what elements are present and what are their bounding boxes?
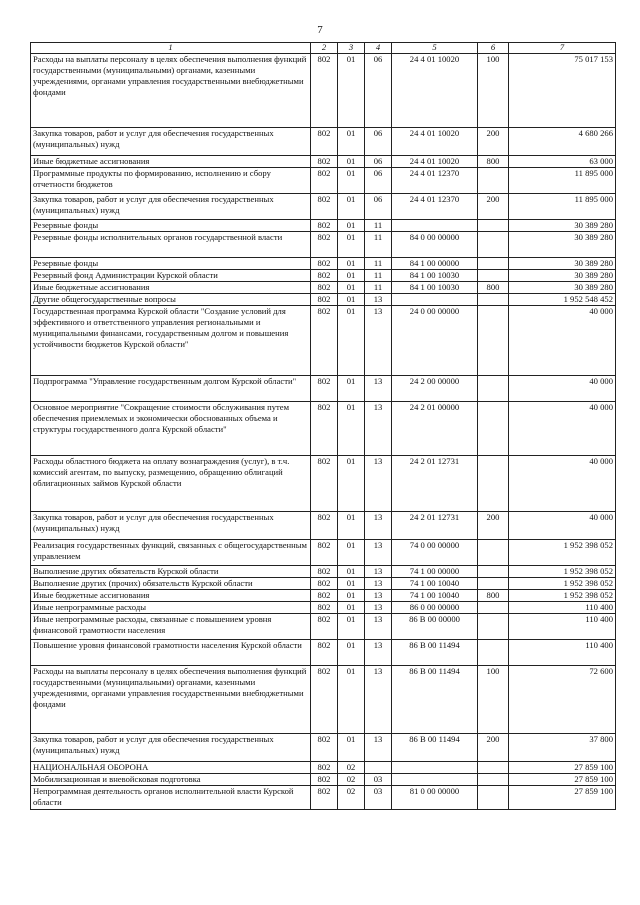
row-section-cell: 01 bbox=[338, 590, 365, 602]
row-target-article-cell: 74 0 00 00000 bbox=[392, 540, 478, 566]
row-expense-type-cell: 200 bbox=[478, 194, 509, 220]
row-subsection-cell: 13 bbox=[365, 614, 392, 640]
row-section-cell: 01 bbox=[338, 282, 365, 294]
row-expense-type-cell bbox=[478, 270, 509, 282]
table-row bbox=[31, 294, 616, 306]
row-subsection-cell: 13 bbox=[365, 402, 392, 456]
row-amount-cell: 1 952 398 052 bbox=[509, 540, 616, 566]
row-target-article-cell: 84 1 00 10030 bbox=[392, 270, 478, 282]
row-target-article-cell bbox=[392, 762, 478, 774]
row-target-article-cell: 24 4 01 10020 bbox=[392, 156, 478, 168]
row-grbs-cell: 802 bbox=[311, 666, 338, 734]
row-subsection-cell: 03 bbox=[365, 786, 392, 810]
row-section-cell: 01 bbox=[338, 614, 365, 640]
row-expense-type-cell bbox=[478, 294, 509, 306]
row-subsection-cell: 06 bbox=[365, 128, 392, 156]
row-target-article-cell bbox=[392, 294, 478, 306]
row-target-article-cell bbox=[392, 774, 478, 786]
table-row bbox=[31, 456, 616, 512]
column-number: 5 bbox=[392, 43, 478, 54]
row-target-article-cell: 86 В 00 11494 bbox=[392, 666, 478, 734]
row-section-cell: 01 bbox=[338, 232, 365, 258]
row-subsection-cell: 13 bbox=[365, 602, 392, 614]
row-subsection-cell: 06 bbox=[365, 54, 392, 128]
row-expense-type-cell bbox=[478, 566, 509, 578]
row-target-article-cell: 24 2 01 00000 bbox=[392, 402, 478, 456]
row-subsection-cell: 13 bbox=[365, 456, 392, 512]
table-row bbox=[31, 590, 616, 602]
row-subsection-cell: 06 bbox=[365, 156, 392, 168]
row-section-cell: 01 bbox=[338, 578, 365, 590]
row-grbs-cell: 802 bbox=[311, 282, 338, 294]
row-target-article-cell: 24 4 01 12370 bbox=[392, 194, 478, 220]
row-name-cell: Выполнение других обязательств Курской области bbox=[31, 566, 311, 578]
row-section-cell: 01 bbox=[338, 566, 365, 578]
row-section-cell: 01 bbox=[338, 168, 365, 194]
row-amount-cell: 27 859 100 bbox=[509, 774, 616, 786]
row-name-cell: Иные непрограммные расходы bbox=[31, 602, 311, 614]
row-grbs-cell: 802 bbox=[311, 156, 338, 168]
row-amount-cell: 110 400 bbox=[509, 614, 616, 640]
row-grbs-cell: 802 bbox=[311, 640, 338, 666]
row-amount-cell: 30 389 280 bbox=[509, 282, 616, 294]
row-section-cell: 01 bbox=[338, 402, 365, 456]
row-subsection-cell: 11 bbox=[365, 282, 392, 294]
row-amount-cell: 72 600 bbox=[509, 666, 616, 734]
row-grbs-cell: 802 bbox=[311, 402, 338, 456]
column-number-row bbox=[31, 43, 616, 54]
row-subsection-cell: 13 bbox=[365, 640, 392, 666]
row-target-article-cell: 24 4 01 12370 bbox=[392, 168, 478, 194]
row-grbs-cell: 802 bbox=[311, 306, 338, 376]
row-expense-type-cell: 800 bbox=[478, 156, 509, 168]
row-expense-type-cell bbox=[478, 456, 509, 512]
table-row bbox=[31, 666, 616, 734]
row-grbs-cell: 802 bbox=[311, 614, 338, 640]
row-expense-type-cell bbox=[478, 602, 509, 614]
row-name-cell: НАЦИОНАЛЬНАЯ ОБОРОНА bbox=[31, 762, 311, 774]
row-amount-cell: 1 952 398 052 bbox=[509, 566, 616, 578]
row-grbs-cell: 802 bbox=[311, 270, 338, 282]
table-row bbox=[31, 762, 616, 774]
row-name-cell: Иные непрограммные расходы, связанные с повышением уровня финансовой грамотности населения bbox=[31, 614, 311, 640]
row-name-cell: Другие общегосударственные вопросы bbox=[31, 294, 311, 306]
row-name-cell: Резервные фонды bbox=[31, 258, 311, 270]
row-name-cell: Непрограммная деятельность органов исполнительной власти Курской области bbox=[31, 786, 311, 810]
row-subsection-cell: 11 bbox=[365, 232, 392, 258]
row-name-cell: Программные продукты по формированию, исполнению и сбору отчетности бюджетов bbox=[31, 168, 311, 194]
row-section-cell: 01 bbox=[338, 666, 365, 734]
row-target-article-cell: 86 0 00 00000 bbox=[392, 602, 478, 614]
row-expense-type-cell: 100 bbox=[478, 666, 509, 734]
row-section-cell: 01 bbox=[338, 220, 365, 232]
table-body bbox=[31, 54, 616, 810]
row-section-cell: 01 bbox=[338, 734, 365, 762]
row-target-article-cell: 84 0 00 00000 bbox=[392, 232, 478, 258]
row-grbs-cell: 802 bbox=[311, 786, 338, 810]
row-target-article-cell: 24 2 00 00000 bbox=[392, 376, 478, 402]
row-expense-type-cell bbox=[478, 786, 509, 810]
row-target-article-cell: 84 1 00 10030 bbox=[392, 282, 478, 294]
budget-table bbox=[30, 42, 616, 810]
row-target-article-cell: 74 1 00 00000 bbox=[392, 566, 478, 578]
row-section-cell: 01 bbox=[338, 456, 365, 512]
row-grbs-cell: 802 bbox=[311, 590, 338, 602]
row-subsection-cell: 13 bbox=[365, 566, 392, 578]
row-amount-cell: 30 389 280 bbox=[509, 270, 616, 282]
row-name-cell: Государственная программа Курской области "Создание условий для эффективного и ответственного управления региональными и муниципальными финансами, государственным долгом и повышения устойчивости бюджетов Курской области" bbox=[31, 306, 311, 376]
row-section-cell: 02 bbox=[338, 762, 365, 774]
column-number: 3 bbox=[338, 43, 365, 54]
table-row bbox=[31, 282, 616, 294]
row-amount-cell: 30 389 280 bbox=[509, 232, 616, 258]
row-amount-cell: 63 000 bbox=[509, 156, 616, 168]
row-name-cell: Расходы на выплаты персоналу в целях обеспечения выполнения функций государственными (муниципальными) органами, казенными учреждениями, органами управления государственными внебюджетными фондами bbox=[31, 666, 311, 734]
row-amount-cell: 27 859 100 bbox=[509, 786, 616, 810]
row-amount-cell: 1 952 548 452 bbox=[509, 294, 616, 306]
row-name-cell: Иные бюджетные ассигнования bbox=[31, 590, 311, 602]
row-subsection-cell: 11 bbox=[365, 220, 392, 232]
column-number: 7 bbox=[509, 43, 616, 54]
row-subsection-cell: 13 bbox=[365, 512, 392, 540]
table-row bbox=[31, 734, 616, 762]
row-name-cell: Резервные фонды bbox=[31, 220, 311, 232]
row-subsection-cell: 11 bbox=[365, 258, 392, 270]
row-section-cell: 01 bbox=[338, 128, 365, 156]
row-name-cell: Выполнение других (прочих) обязательств Курской области bbox=[31, 578, 311, 590]
table-row bbox=[31, 258, 616, 270]
table-row bbox=[31, 774, 616, 786]
row-grbs-cell: 802 bbox=[311, 774, 338, 786]
row-amount-cell: 30 389 280 bbox=[509, 258, 616, 270]
row-expense-type-cell: 200 bbox=[478, 128, 509, 156]
row-expense-type-cell: 200 bbox=[478, 734, 509, 762]
table-row bbox=[31, 156, 616, 168]
table-row bbox=[31, 614, 616, 640]
row-name-cell: Повышение уровня финансовой грамотности населения Курской области bbox=[31, 640, 311, 666]
row-target-article-cell: 81 0 00 00000 bbox=[392, 786, 478, 810]
row-section-cell: 01 bbox=[338, 54, 365, 128]
row-expense-type-cell: 800 bbox=[478, 590, 509, 602]
table-row bbox=[31, 786, 616, 810]
row-grbs-cell: 802 bbox=[311, 762, 338, 774]
row-grbs-cell: 802 bbox=[311, 512, 338, 540]
row-section-cell: 01 bbox=[338, 294, 365, 306]
row-name-cell: Закупка товаров, работ и услуг для обеспечения государственных (муниципальных) нужд bbox=[31, 128, 311, 156]
row-expense-type-cell bbox=[478, 640, 509, 666]
table-row bbox=[31, 566, 616, 578]
row-expense-type-cell bbox=[478, 614, 509, 640]
row-expense-type-cell bbox=[478, 376, 509, 402]
row-name-cell: Основное мероприятие "Сокращение стоимости обслуживания путем обеспечения приемлемых и экономически обоснованных объема и структуры государственного долга Курской области" bbox=[31, 402, 311, 456]
row-grbs-cell: 802 bbox=[311, 128, 338, 156]
row-expense-type-cell: 800 bbox=[478, 282, 509, 294]
row-expense-type-cell bbox=[478, 774, 509, 786]
row-name-cell: Расходы областного бюджета на оплату вознаграждения (услуг), в т.ч. комиссий агентам, по выпуску, размещению, обращению облигаций облигационных займов Курской области bbox=[31, 456, 311, 512]
row-subsection-cell: 13 bbox=[365, 540, 392, 566]
row-subsection-cell: 03 bbox=[365, 774, 392, 786]
row-amount-cell: 40 000 bbox=[509, 306, 616, 376]
row-target-article-cell: 86 В 00 11494 bbox=[392, 640, 478, 666]
row-target-article-cell: 24 2 01 12731 bbox=[392, 456, 478, 512]
row-subsection-cell: 13 bbox=[365, 578, 392, 590]
row-amount-cell: 11 895 000 bbox=[509, 194, 616, 220]
row-name-cell: Закупка товаров, работ и услуг для обеспечения государственных (муниципальных) нужд bbox=[31, 194, 311, 220]
table-row bbox=[31, 270, 616, 282]
row-grbs-cell: 802 bbox=[311, 220, 338, 232]
row-expense-type-cell: 100 bbox=[478, 54, 509, 128]
table-row bbox=[31, 306, 616, 376]
row-grbs-cell: 802 bbox=[311, 168, 338, 194]
row-target-article-cell: 24 4 01 10020 bbox=[392, 54, 478, 128]
table-row bbox=[31, 232, 616, 258]
column-number: 1 bbox=[31, 43, 311, 54]
table-row bbox=[31, 540, 616, 566]
row-section-cell: 01 bbox=[338, 258, 365, 270]
row-section-cell: 02 bbox=[338, 774, 365, 786]
row-subsection-cell bbox=[365, 762, 392, 774]
row-name-cell: Расходы на выплаты персоналу в целях обеспечения выполнения функций государственными (муниципальными) органами, казенными учреждениями, органами управления государственными внебюджетными фондами bbox=[31, 54, 311, 128]
row-subsection-cell: 13 bbox=[365, 666, 392, 734]
row-section-cell: 01 bbox=[338, 602, 365, 614]
row-amount-cell: 1 952 398 052 bbox=[509, 590, 616, 602]
row-amount-cell: 1 952 398 052 bbox=[509, 578, 616, 590]
row-target-article-cell: 86 В 00 00000 bbox=[392, 614, 478, 640]
row-grbs-cell: 802 bbox=[311, 258, 338, 270]
row-name-cell: Резервный фонд Администрации Курской области bbox=[31, 270, 311, 282]
row-expense-type-cell: 200 bbox=[478, 512, 509, 540]
row-subsection-cell: 06 bbox=[365, 168, 392, 194]
row-grbs-cell: 802 bbox=[311, 566, 338, 578]
row-subsection-cell: 06 bbox=[365, 194, 392, 220]
column-number: 4 bbox=[365, 43, 392, 54]
row-target-article-cell: 24 2 01 12731 bbox=[392, 512, 478, 540]
row-grbs-cell: 802 bbox=[311, 456, 338, 512]
row-grbs-cell: 802 bbox=[311, 232, 338, 258]
row-expense-type-cell bbox=[478, 168, 509, 194]
row-subsection-cell: 13 bbox=[365, 306, 392, 376]
row-subsection-cell: 11 bbox=[365, 270, 392, 282]
row-amount-cell: 110 400 bbox=[509, 640, 616, 666]
row-section-cell: 02 bbox=[338, 786, 365, 810]
column-number: 6 bbox=[478, 43, 509, 54]
row-name-cell: Подпрограмма "Управление государственным долгом Курской области" bbox=[31, 376, 311, 402]
row-target-article-cell: 74 1 00 10040 bbox=[392, 590, 478, 602]
row-expense-type-cell bbox=[478, 578, 509, 590]
row-expense-type-cell bbox=[478, 402, 509, 456]
row-section-cell: 01 bbox=[338, 376, 365, 402]
row-expense-type-cell bbox=[478, 540, 509, 566]
table-row bbox=[31, 578, 616, 590]
row-amount-cell: 37 800 bbox=[509, 734, 616, 762]
row-section-cell: 01 bbox=[338, 306, 365, 376]
row-target-article-cell: 84 1 00 00000 bbox=[392, 258, 478, 270]
row-name-cell: Мобилизационная и вневойсковая подготовка bbox=[31, 774, 311, 786]
row-amount-cell: 30 389 280 bbox=[509, 220, 616, 232]
row-section-cell: 01 bbox=[338, 640, 365, 666]
row-section-cell: 01 bbox=[338, 194, 365, 220]
row-section-cell: 01 bbox=[338, 270, 365, 282]
row-grbs-cell: 802 bbox=[311, 734, 338, 762]
row-section-cell: 01 bbox=[338, 512, 365, 540]
row-grbs-cell: 802 bbox=[311, 540, 338, 566]
table-row bbox=[31, 168, 616, 194]
row-subsection-cell: 13 bbox=[365, 294, 392, 306]
row-target-article-cell: 74 1 00 10040 bbox=[392, 578, 478, 590]
row-amount-cell: 40 000 bbox=[509, 456, 616, 512]
row-amount-cell: 110 400 bbox=[509, 602, 616, 614]
row-target-article-cell: 24 4 01 10020 bbox=[392, 128, 478, 156]
row-amount-cell: 40 000 bbox=[509, 402, 616, 456]
row-subsection-cell: 13 bbox=[365, 376, 392, 402]
row-expense-type-cell bbox=[478, 762, 509, 774]
row-grbs-cell: 802 bbox=[311, 294, 338, 306]
row-target-article-cell bbox=[392, 220, 478, 232]
table-row bbox=[31, 602, 616, 614]
row-expense-type-cell bbox=[478, 258, 509, 270]
row-grbs-cell: 802 bbox=[311, 54, 338, 128]
row-amount-cell: 40 000 bbox=[509, 376, 616, 402]
row-name-cell: Резервные фонды исполнительных органов государственной власти bbox=[31, 232, 311, 258]
row-grbs-cell: 802 bbox=[311, 602, 338, 614]
row-expense-type-cell bbox=[478, 306, 509, 376]
row-grbs-cell: 802 bbox=[311, 578, 338, 590]
row-name-cell: Иные бюджетные ассигнования bbox=[31, 282, 311, 294]
row-target-article-cell: 24 0 00 00000 bbox=[392, 306, 478, 376]
row-subsection-cell: 13 bbox=[365, 734, 392, 762]
table-row bbox=[31, 376, 616, 402]
row-name-cell: Реализация государственных функций, связанных с общегосударственным управлением bbox=[31, 540, 311, 566]
row-amount-cell: 27 859 100 bbox=[509, 762, 616, 774]
row-name-cell: Закупка товаров, работ и услуг для обеспечения государственных (муниципальных) нужд bbox=[31, 512, 311, 540]
row-amount-cell: 4 680 266 bbox=[509, 128, 616, 156]
column-number: 2 bbox=[311, 43, 338, 54]
page-number: 7 bbox=[317, 24, 323, 36]
table-row bbox=[31, 220, 616, 232]
row-amount-cell: 75 017 153 bbox=[509, 54, 616, 128]
row-expense-type-cell bbox=[478, 220, 509, 232]
row-grbs-cell: 802 bbox=[311, 376, 338, 402]
row-expense-type-cell bbox=[478, 232, 509, 258]
row-name-cell: Закупка товаров, работ и услуг для обеспечения государственных (муниципальных) нужд bbox=[31, 734, 311, 762]
row-amount-cell: 11 895 000 bbox=[509, 168, 616, 194]
row-section-cell: 01 bbox=[338, 540, 365, 566]
row-subsection-cell: 13 bbox=[365, 590, 392, 602]
table-row bbox=[31, 128, 616, 156]
row-section-cell: 01 bbox=[338, 156, 365, 168]
row-amount-cell: 40 000 bbox=[509, 512, 616, 540]
row-grbs-cell: 802 bbox=[311, 194, 338, 220]
row-target-article-cell: 86 В 00 11494 bbox=[392, 734, 478, 762]
table-row bbox=[31, 402, 616, 456]
table-row bbox=[31, 512, 616, 540]
row-name-cell: Иные бюджетные ассигнования bbox=[31, 156, 311, 168]
table-row bbox=[31, 54, 616, 128]
table-row bbox=[31, 640, 616, 666]
table-row bbox=[31, 194, 616, 220]
